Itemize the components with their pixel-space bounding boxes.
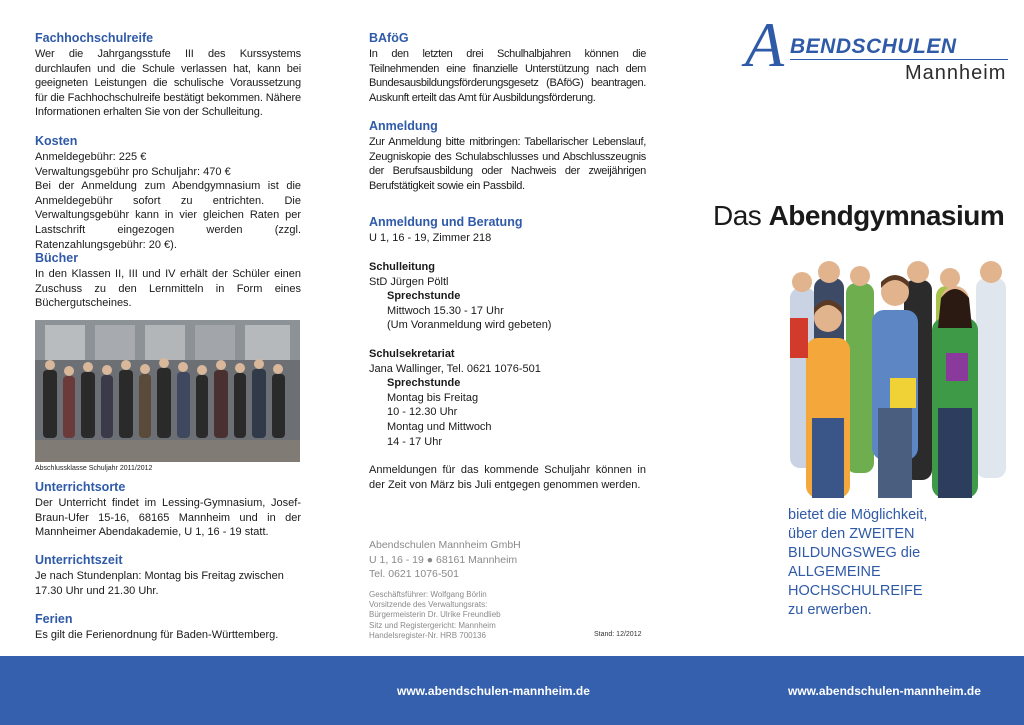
heading-unterrichtsorte: Unterrichtsorte xyxy=(35,480,126,494)
heading-kosten: Kosten xyxy=(35,134,78,148)
imprint-line-5: Handelsregister-Nr. HRB 700136 xyxy=(369,630,486,640)
address-street: U 1, 16 - 19 ● 68161 Mannheim xyxy=(369,553,518,566)
stand-date: Stand: 12/2012 xyxy=(594,631,642,638)
logo-divider xyxy=(790,59,1008,60)
title-bold: Abendgymnasium xyxy=(768,200,1005,231)
students-illustration xyxy=(786,258,1008,498)
imprint-line-4: Sitz und Registergericht: Mannheim xyxy=(369,620,496,630)
text-unterrichtszeit: Je nach Stundenplan: Montag bis Freitag zwischen 17.30 Uhr und 21.30 Uhr. xyxy=(35,570,284,597)
text-bafoeg: In den letzten drei Schulhalbjahren können die Teilnehmenden eine finanzielle Unterstützung nach dem Bundesausbildungsförderungsgesetz (BAföG) beantragen. Auskunft erteilt das Amt für Ausbildungsförderung. xyxy=(369,48,646,104)
photo-caption: Abschlussklasse Schuljahr 2011/2012 xyxy=(35,465,153,472)
heading-schulsekretariat: Schulsekretariat xyxy=(369,348,455,360)
imprint-line-2: Vorsitzende des Verwaltungsrats: xyxy=(369,600,488,610)
class-photo-image xyxy=(35,320,300,462)
schulleitung-sprechstunde-title: Sprechstunde xyxy=(387,290,461,303)
schulleitung-sprechstunde-2: (Um Voranmeldung wird gebeten) xyxy=(387,319,552,332)
tagline-line-4: ALLGEMEINE xyxy=(788,564,881,580)
text-ferien: Es gilt die Ferienordnung für Baden-Württemberg. xyxy=(35,629,279,641)
tagline-line-1: bietet die Möglichkeit, xyxy=(788,507,928,523)
text-unterrichtsorte: Der Unterricht findet im Lessing-Gymnasium, Josef-Braun-Ufer 15-16, 68165 Mannheim und in der Mannheimer Abendakademie, U 1, 16 - 19 statt. xyxy=(35,497,301,539)
heading-anmeldung: Anmeldung xyxy=(369,119,438,133)
logo-text: BENDSCHULEN xyxy=(790,35,957,58)
logo-subtitle: Mannheim xyxy=(905,62,1007,84)
address-phone: Tel. 0621 1076-501 xyxy=(369,568,459,580)
page-title xyxy=(713,200,1004,232)
tagline xyxy=(788,506,927,620)
imprint-line-3: Bürgermeisterin Dr. Ulrike Freundlieb xyxy=(369,610,501,620)
schulsekretariat-name: Jana Wallinger, Tel. 0621 1076-501 xyxy=(369,362,541,375)
footer-url-right[interactable]: www.abendschulen-mannheim.de xyxy=(788,684,981,698)
footer-bar xyxy=(0,656,1024,725)
schulsekretariat-sprechstunde-title: Sprechstunde xyxy=(387,377,461,390)
title-light: Das xyxy=(713,200,769,231)
address-company: Abendschulen Mannheim GmbH xyxy=(369,539,521,551)
text-anmeldung: Zur Anmeldung bitte mitbringen: Tabellarischer Lebenslauf, Zeugniskopie des Schulabschlusses und Abschlusszeugnis der Berufsausbildung oder Nachweis der zweijährigen Berufstätigkeit sowie ein Passbild. xyxy=(369,136,646,192)
text-kosten: Bei der Anmeldung zum Abendgymnasium ist die Anmeldegebühr sofort zu entrichten. Die Verwaltungsgebühr kann in vier gleichen Raten per Lastschrift eingezogen werden (zzgl. Ratenzahlungsgebühr: 20 €). xyxy=(35,180,301,251)
heading-bafoeg: BAföG xyxy=(369,31,409,45)
heading-buecher: Bücher xyxy=(35,251,79,265)
schulleitung-sprechstunde-1: Mittwoch 15.30 - 17 Uhr xyxy=(387,304,504,317)
schulsekretariat-sprechstunde-4: 14 - 17 Uhr xyxy=(387,435,443,448)
schulleitung-name: StD Jürgen Pöltl xyxy=(369,275,449,288)
text-anmeldung-hinweis: Anmeldungen für das kommende Schuljahr können in der Zeit von März bis Juli entgegen genommen werden. xyxy=(369,464,646,491)
schulsekretariat-sprechstunde-3: Montag und Mittwoch xyxy=(387,420,492,433)
heading-fachhochschulreife: Fachhochschulreife xyxy=(35,31,154,45)
tagline-line-3: BILDUNGSWEG die xyxy=(788,545,921,561)
imprint-line-1: Geschäftsführer: Wolfgang Börlin xyxy=(369,590,487,599)
heading-ferien: Ferien xyxy=(35,612,73,626)
students-image xyxy=(786,258,1008,498)
heading-unterrichtszeit: Unterrichtszeit xyxy=(35,553,123,567)
text-kosten-fee2: Verwaltungsgebühr pro Schuljahr: 470 € xyxy=(35,165,231,178)
logo-letter: A xyxy=(745,9,785,80)
text-fachhochschulreife: Wer die Jahrgangsstufe III des Kurssystems durchlaufen und die Schule verlassen hat, kann bei geeigneten Leistungen die schulische Voraussetzung für die Fachhochschulreife bestätigt bekommen. Nähere Informationen erhalten Sie von der Schulleitung. xyxy=(35,48,301,119)
tagline-line-6: zu erwerben. xyxy=(788,602,872,618)
class-photo xyxy=(35,320,300,462)
schulsekretariat-sprechstunde-1: Montag bis Freitag xyxy=(387,391,479,404)
tagline-line-2: über den ZWEITEN xyxy=(788,526,915,542)
text-buecher: In den Klassen II, III und IV erhält der Schüler einen Zuschuss zu den Lernmitteln in Form eines Büchergutscheines. xyxy=(35,268,301,310)
text-kosten-fee1: Anmeldegebühr: 225 € xyxy=(35,151,147,163)
schulsekretariat-sprechstunde-2: 10 - 12.30 Uhr xyxy=(387,406,458,419)
text-anmeldung-beratung: U 1, 16 - 19, Zimmer 218 xyxy=(369,232,492,244)
tagline-line-5: HOCHSCHULREIFE xyxy=(788,583,923,599)
heading-anmeldung-beratung: Anmeldung und Beratung xyxy=(369,215,523,229)
heading-schulleitung: Schulleitung xyxy=(369,261,435,273)
footer-url-left[interactable]: www.abendschulen-mannheim.de xyxy=(397,684,590,698)
